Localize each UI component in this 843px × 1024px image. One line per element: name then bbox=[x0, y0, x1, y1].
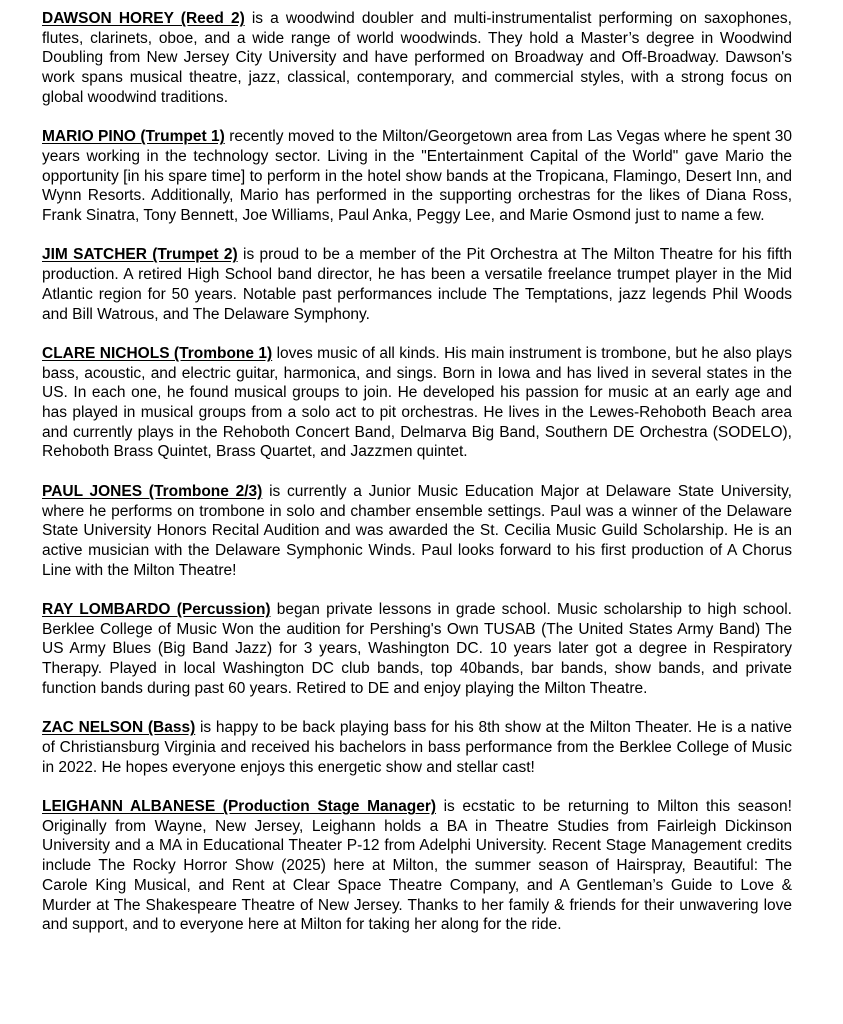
bio-name-role: LEIGHANN ALBANESE (Production Stage Manager) bbox=[42, 798, 437, 816]
bio-paragraph-mario-pino bbox=[42, 127, 792, 226]
bio-paragraph-leighann-albanese bbox=[42, 797, 792, 935]
bio-text: is happy to be back playing bass for his 8th show at the Milton Theater. He is a native of Christiansburg Virginia and received his bachelors in bass performance from the Berklee College of Music in 2022. He hopes everyone enjoys this energetic show and stellar cast! bbox=[42, 719, 792, 776]
bio-text: is ecstatic to be returning to Milton this season! Originally from Wayne, New Jersey, Leighann holds a BA in Theatre Studies from Fairleigh Dickinson University and a MA in Educational Theater P-12 from Adelphi University. Recent Stage Management credits include The Rocky Horror Show (2025) here at Milton, the summer season of Hairspray, Beautiful: The Carole King Musical, and Rent at Clear Space Theatre Company, and A Gentleman’s Guide to Love & Murder at The Shakespeare Theatre of New Jersey. Thanks to her family & friends for their unwavering love and support, and to everyone here at Milton for taking her along for the ride. bbox=[42, 798, 792, 934]
bio-paragraph-ray-lombardo bbox=[42, 600, 792, 699]
bio-paragraph-paul-jones bbox=[42, 482, 792, 581]
bio-name-role: PAUL JONES (Trombone 2/3) bbox=[42, 482, 263, 500]
bio-text: is a woodwind doubler and multi-instrumentalist performing on saxophones, flutes, clarinets, oboe, and a wide range of world woodwinds. They hold a Master’s degree in Woodwind Doubling from New Jersey City University and have performed on Broadway and Off-Broadway. Dawson's work spans musical theatre, jazz, classical, contemporary, and commercial styles, with a strong focus on global woodwind traditions. bbox=[42, 10, 792, 106]
bio-name-role: DAWSON HOREY (Reed 2) bbox=[42, 10, 245, 27]
bio-text: loves music of all kinds. His main instrument is trombone, but he also plays bass, acoustic, and electric guitar, harmonica, and sings. Born in Iowa and has lived in several states in the US. In each one, he found musical groups to join. He developed his passion for music at an early age and has played in musical groups from a solo act to pit orchestras. He lives in the Lewes-Rehoboth Beach area and currently plays in the Rehoboth Concert Band, Delmarva Big Band, Southern DE Orchestra (SODELO), Rehoboth Brass Quintet, Brass Quartet, and Jazzmen quintet. bbox=[42, 344, 793, 461]
bio-name-role: MARIO PINO (Trumpet 1) bbox=[42, 128, 225, 146]
bio-name-role: CLARE NICHOLS (Trombone 1) bbox=[42, 344, 273, 362]
bio-paragraph-jim-satcher bbox=[42, 245, 792, 324]
bio-text: began private lessons in grade school. Music scholarship to high school. Berklee College of Music Won the audition for Pershing's Own TUSAB (The United States Army Band) The US Army Blues (Big Band Jazz) for 3 years, Washington DC. 10 years later got a degree in Respiratory Therapy. Played in local Washington DC club bands, top 40bands, bar bands, show bands, and private function bands during past 60 years. Retired to DE and enjoy playing the Milton Theatre. bbox=[42, 601, 792, 697]
bio-name-role: RAY LOMBARDO (Percussion) bbox=[42, 601, 271, 619]
bio-text: is currently a Junior Music Education Major at Delaware State University, where he performs on trombone in solo and chamber ensemble settings. Paul was a winner of the Delaware State University Honors Recital Audition and was awarded the St. Cecilia Music Guild Scholarship. He is an active musician with the Delaware Symphonic Winds. Paul looks forward to his first production of A Chorus Line with the Milton Theatre! bbox=[42, 482, 792, 579]
bio-name-role: ZAC NELSON (Bass) bbox=[42, 719, 196, 737]
bio-name-role: JIM SATCHER (Trumpet 2) bbox=[42, 246, 238, 264]
bio-text: is proud to be a member of the Pit Orchestra at The Milton Theatre for his fifth production. A retired High School band director, he has been a versatile freelance trumpet player in the Mid Atlantic region for 50 years. Notable past performances include The Temptations, jazz legends Phil Woods and Bill Watrous, and The Delaware Symphony. bbox=[42, 246, 792, 323]
bio-paragraph-dawson-horey bbox=[42, 9, 792, 108]
bio-paragraph-clare-nichols bbox=[42, 344, 792, 462]
bio-text: recently moved to the Milton/Georgetown area from Las Vegas where he spent 30 years working in the technology sector. Living in the "Entertainment Capital of the World" gave Mario the opportunity [in his spare time] to perform in the hotel show bands at the Tropicana, Flamingo, Desert Inn, and Wynn Resorts. Additionally, Mario has performed in the supporting orchestras for the likes of Diana Ross, Frank Sinatra, Tony Bennett, Joe Williams, Paul Anka, Peggy Lee, and Marie Osmond just to name a few. bbox=[42, 128, 792, 225]
bio-paragraph-zac-nelson bbox=[42, 718, 792, 777]
